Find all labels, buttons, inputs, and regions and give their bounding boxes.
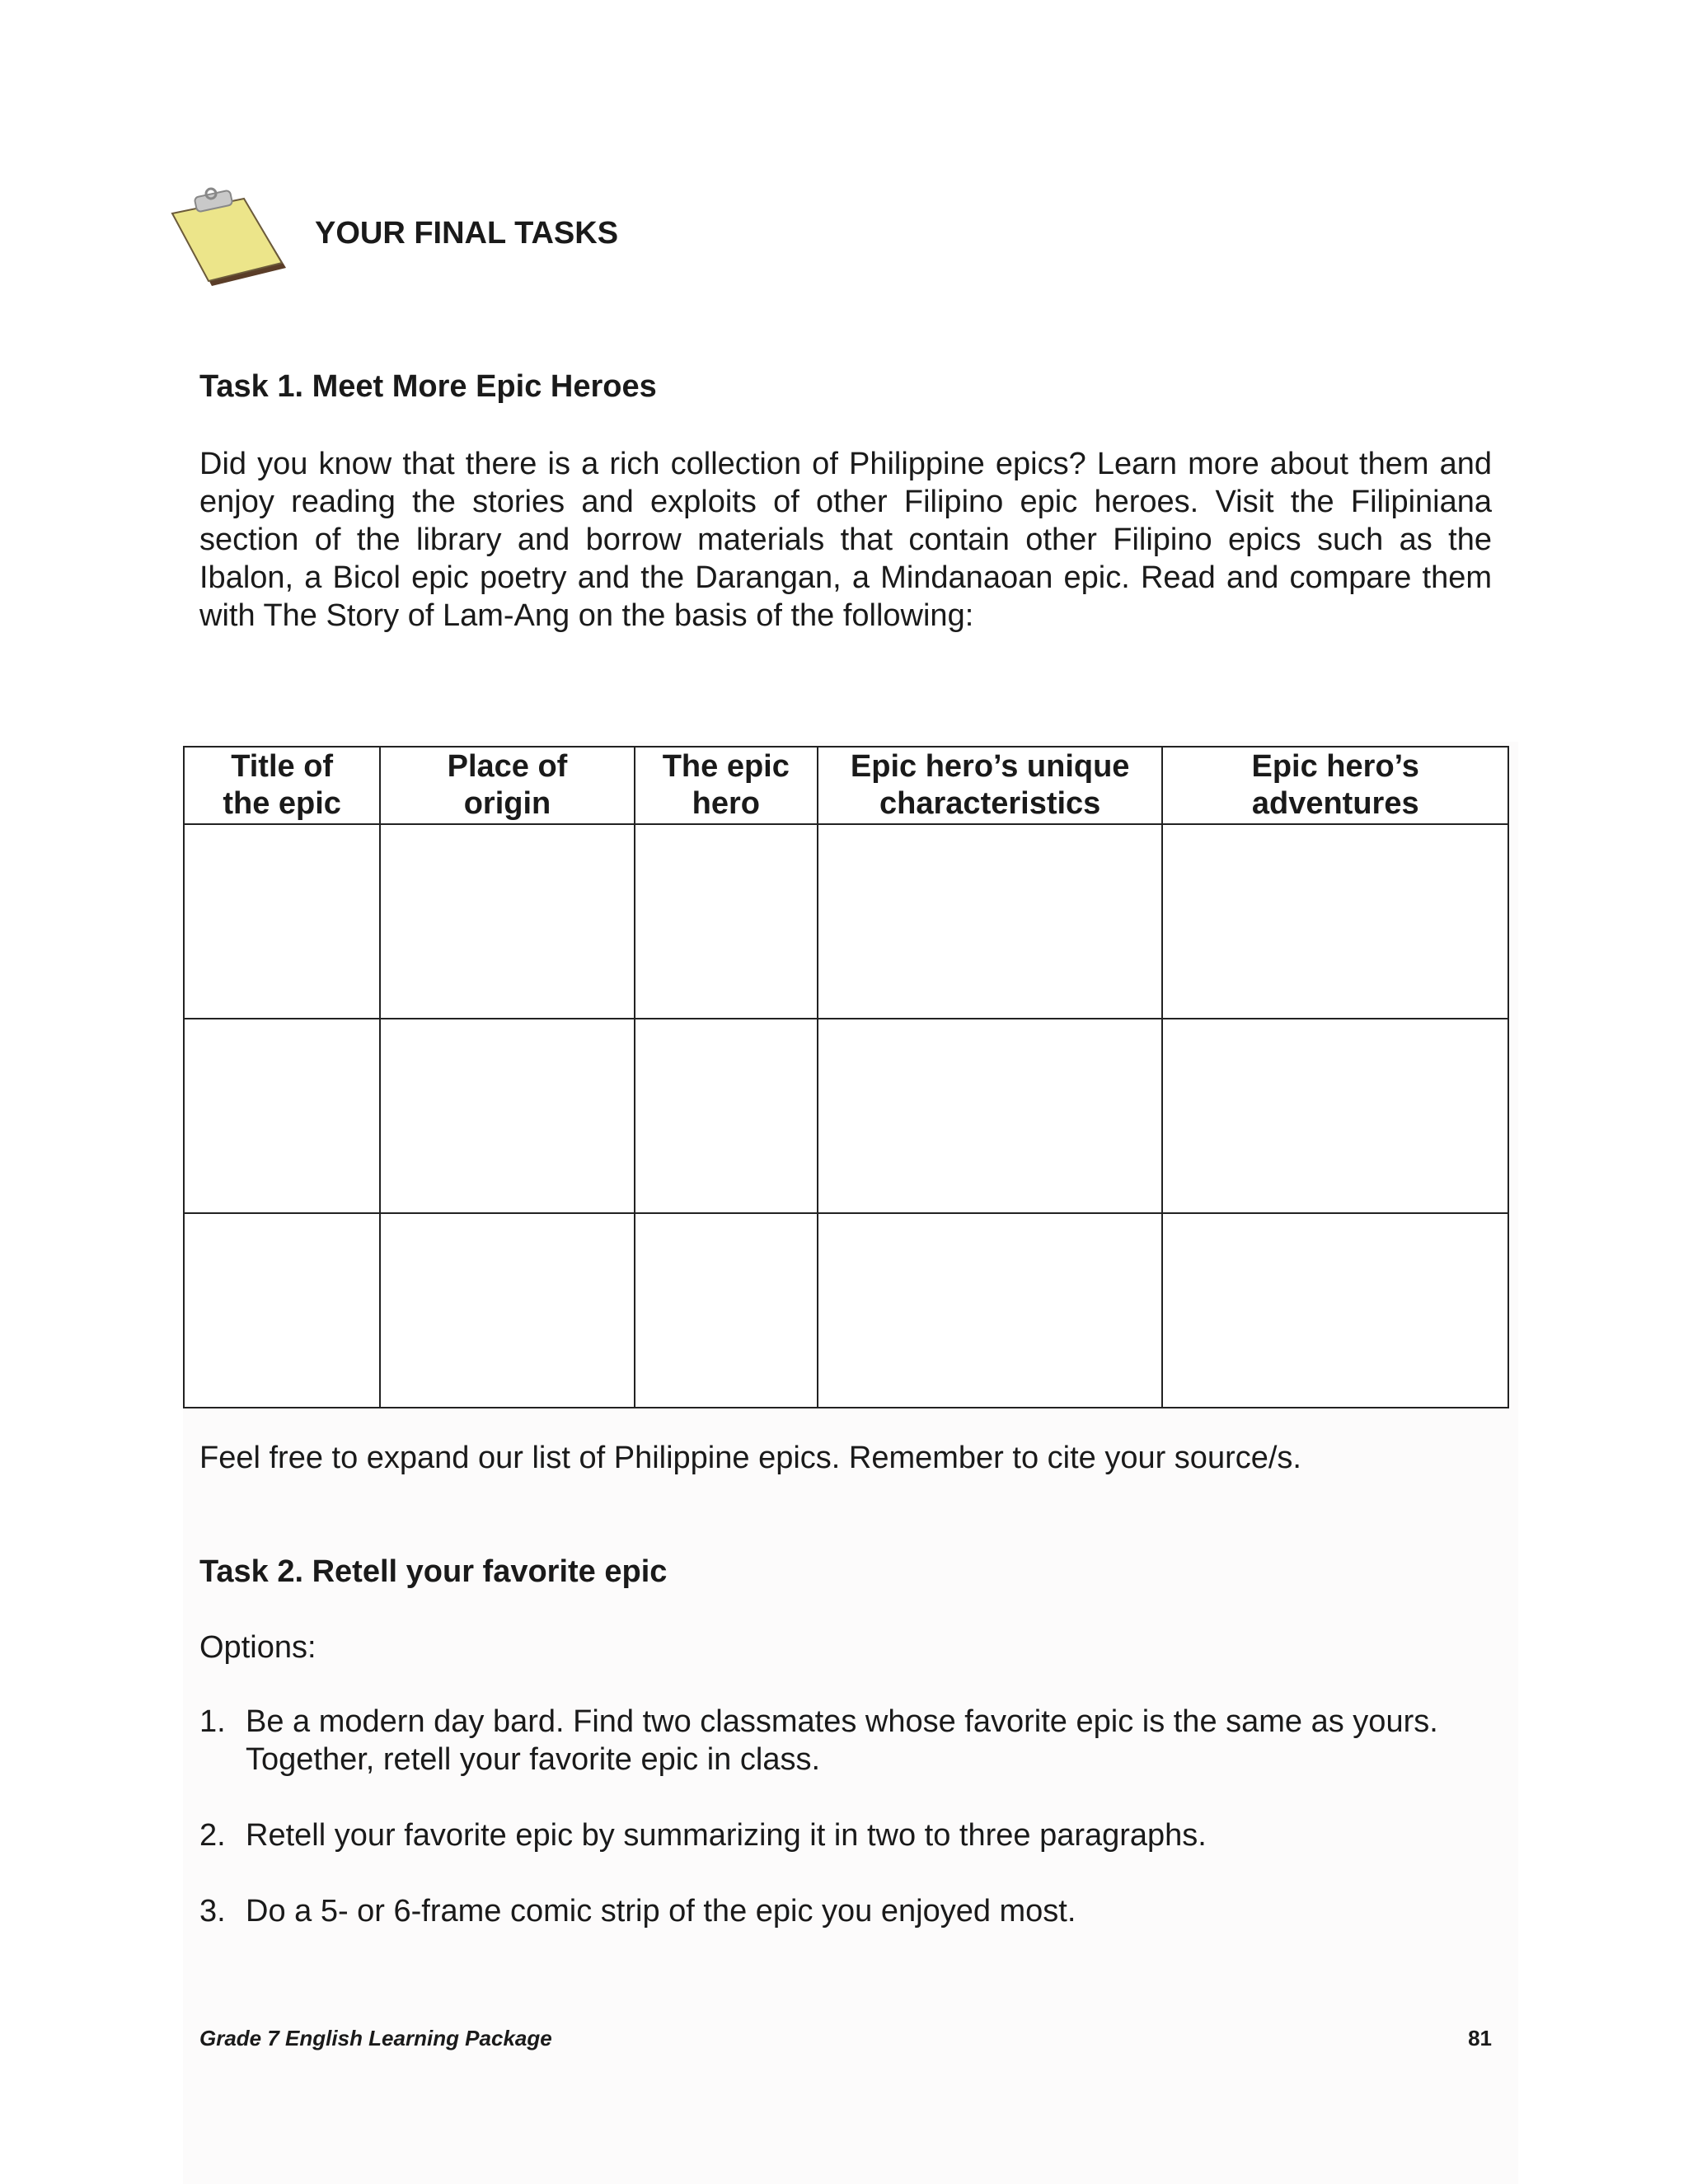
option-item-3 [199, 1892, 1482, 1930]
option-number: 2. [199, 1818, 226, 1853]
table-cell[interactable] [1162, 1019, 1508, 1213]
task1-note: Feel free to expand our list of Philippine epics. Remember to cite your source/s. [199, 1441, 1301, 1475]
option-item-2 [199, 1816, 1482, 1854]
table-cell[interactable] [818, 824, 1163, 1019]
page-title: YOUR FINAL TASKS [315, 216, 619, 251]
table-cell[interactable] [635, 1019, 818, 1213]
option-text: Retell your favorite epic by summarizing it in two to three paragraphs. [246, 1818, 1207, 1853]
table-row [184, 1019, 1508, 1213]
option-text: Do a 5- or 6-frame comic strip of the epic you enjoyed most. [246, 1894, 1076, 1929]
option-item-1 [199, 1703, 1482, 1779]
table-cell[interactable] [635, 1213, 818, 1408]
task1-heading: Task 1. Meet More Epic Heroes [199, 369, 657, 404]
header-adventures: Epic hero’s adventures [1162, 747, 1508, 824]
table-cell[interactable] [1162, 824, 1508, 1019]
table-cell[interactable] [1162, 1213, 1508, 1408]
table-cell[interactable] [184, 1019, 380, 1213]
table-cell[interactable] [184, 1213, 380, 1408]
table-row [184, 824, 1508, 1019]
option-number: 3. [199, 1894, 226, 1929]
table-cell[interactable] [184, 824, 380, 1019]
table-cell[interactable] [380, 1019, 634, 1213]
table-cell[interactable] [635, 824, 818, 1019]
option-text: Be a modern day bard. Find two classmates whose favorite epic is the same as yours. Together, retell your favorite epic in class. [246, 1704, 1438, 1777]
header-place-of-origin: Place of origin [380, 747, 634, 824]
clipboard-icon [169, 185, 293, 301]
table-cell[interactable] [380, 824, 634, 1019]
header-title-of-epic: Title of the epic [184, 747, 380, 824]
footer-title: Grade 7 English Learning Package [199, 2026, 552, 2050]
table-cell[interactable] [818, 1213, 1163, 1408]
table-row [184, 1213, 1508, 1408]
header-unique-characteristics: Epic hero’s unique characteristics [818, 747, 1163, 824]
page-number: 81 [1468, 2026, 1492, 2050]
table-cell[interactable] [818, 1019, 1163, 1213]
table-header-row [184, 747, 1508, 824]
epic-comparison-table [183, 746, 1509, 1408]
option-number: 1. [199, 1704, 226, 1739]
table-cell[interactable] [380, 1213, 634, 1408]
header-epic-hero: The epic hero [635, 747, 818, 824]
task2-heading: Task 2. Retell your favorite epic [199, 1554, 668, 1589]
task1-instructions: Did you know that there is a rich collection of Philippine epics? Learn more about them and enjoy reading the stories and exploits of other Filipino epic heroes. Visit the Filipiniana section of the library and borrow materials that contain other Filipino epics such as the Ibalon, a Bicol epic poetry and the Darangan, a Mindanaoan epic. Read and compare them with The Story of Lam-Ang on the basis of the following: [199, 447, 1492, 633]
options-label: Options: [199, 1630, 316, 1665]
